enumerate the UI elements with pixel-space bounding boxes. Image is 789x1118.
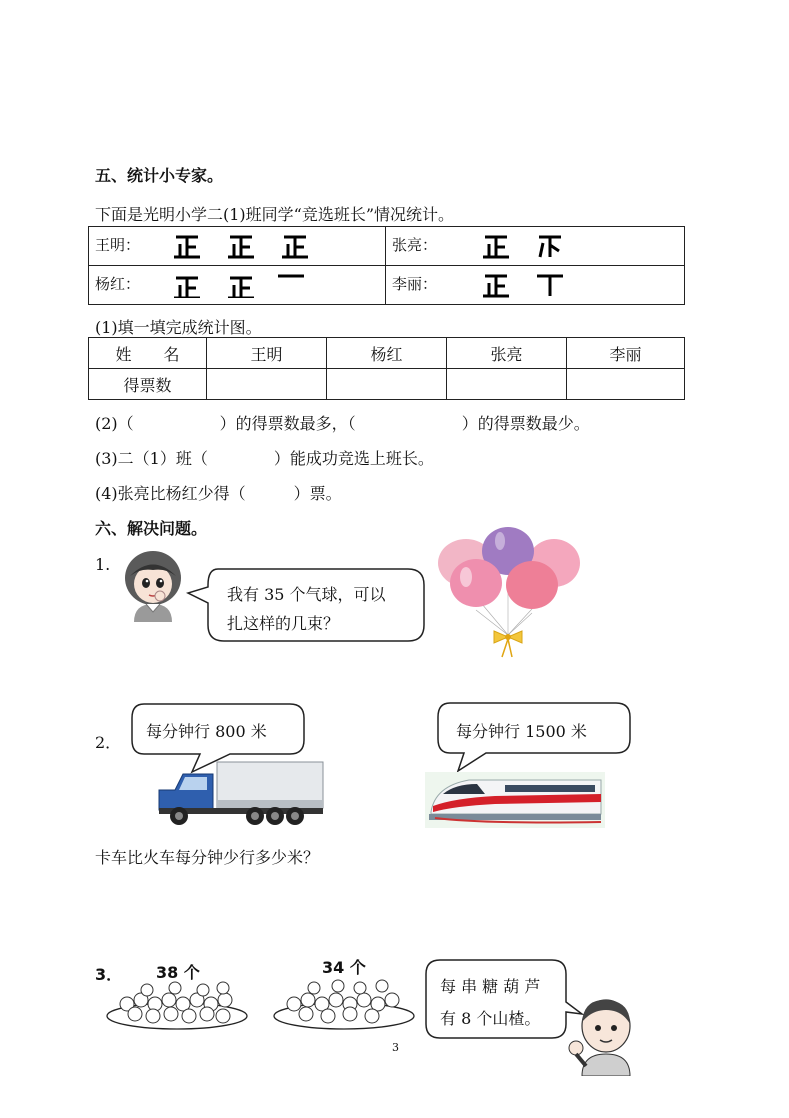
- tally-name: 李丽：: [392, 275, 438, 293]
- votes-input-yanghong[interactable]: [327, 369, 447, 400]
- train-bubble-text: 每分钟行 1500 米: [456, 722, 587, 741]
- problem-2-number: 2．: [95, 733, 122, 752]
- votes-input-zhangliang[interactable]: [447, 369, 567, 400]
- hawthorn-plate-1: [105, 980, 250, 1034]
- problem-1-number: 1.: [95, 555, 111, 574]
- section5-intro: 下面是光明小学二(1)班同学“竞选班长”情况统计。: [95, 205, 455, 224]
- question-2: [95, 411, 590, 434]
- tally-marks-zhangliang: [483, 233, 593, 259]
- q2-part-b: ）的得票数最多，（: [219, 414, 356, 433]
- balloon-bunch-illustration: [436, 525, 584, 665]
- q3-part-a: (3)二（1）班（: [95, 449, 208, 468]
- header-wangming: 王明: [207, 338, 327, 369]
- tally-cell-yanghong: [89, 266, 386, 305]
- girl-illustration: [120, 548, 186, 622]
- page-number: 3: [392, 1041, 399, 1054]
- header-zhangliang: 张亮: [447, 338, 567, 369]
- bubble-1-line-2: 扎这样的几束？: [227, 614, 340, 633]
- header-name: 姓 名: [89, 338, 207, 369]
- plate-1-label: 38 个: [156, 963, 200, 982]
- q2-part-a: (2)（: [95, 414, 134, 433]
- question-1: (1)填一填完成统计图。: [95, 318, 262, 337]
- question-3: [95, 446, 434, 469]
- tally-cell-lili: [386, 266, 685, 305]
- hawthorn-plate-2: [272, 976, 417, 1034]
- tally-table: [88, 226, 685, 305]
- tally-name: 王明：: [95, 236, 141, 254]
- section5-heading: 五、统计小专家。: [95, 166, 224, 185]
- tally-name: 张亮：: [392, 236, 438, 254]
- votes-input-lili[interactable]: [567, 369, 685, 400]
- truck-illustration: [155, 760, 327, 828]
- row-label-votes: 得票数: [89, 369, 207, 400]
- tally-name: 杨红：: [95, 275, 141, 293]
- tally-marks-wangming: [174, 233, 354, 259]
- train-illustration: [425, 772, 605, 828]
- votes-input-wangming[interactable]: [207, 369, 327, 400]
- tally-cell-wangming: [89, 227, 386, 266]
- section6-heading: 六、解决问题。: [95, 519, 208, 538]
- plate-2-label: 34 个: [322, 958, 366, 977]
- truck-bubble-text: 每分钟行 800 米: [146, 722, 267, 741]
- q4-part-b: ）票。: [293, 484, 342, 503]
- q3-part-b: ）能成功竞选上班长。: [273, 449, 434, 468]
- speech-bubble-3-shape: [424, 958, 584, 1042]
- q2-part-c: ）的得票数最少。: [461, 414, 590, 433]
- q4-part-a: (4)张亮比杨红少得（: [95, 484, 246, 503]
- header-yanghong: 杨红: [327, 338, 447, 369]
- bubble-1-line-1: 我有 35 个气球，可以: [227, 585, 386, 604]
- bubble-3-line-2: 有 8 个山楂。: [440, 1009, 541, 1028]
- header-lili: 李丽: [567, 338, 685, 369]
- boy-illustration: [566, 996, 644, 1076]
- bubble-3-line-1: 每 串 糖 葫 芦: [440, 977, 541, 996]
- problem-2-question: 卡车比火车每分钟少行多少米？: [95, 848, 320, 867]
- tally-marks-yanghong: [174, 272, 354, 298]
- question-4: [95, 481, 342, 504]
- tally-marks-lili: [483, 272, 593, 298]
- problem-3-number: 3．: [95, 965, 123, 984]
- tally-cell-zhangliang: [386, 227, 685, 266]
- stat-table: [88, 337, 685, 400]
